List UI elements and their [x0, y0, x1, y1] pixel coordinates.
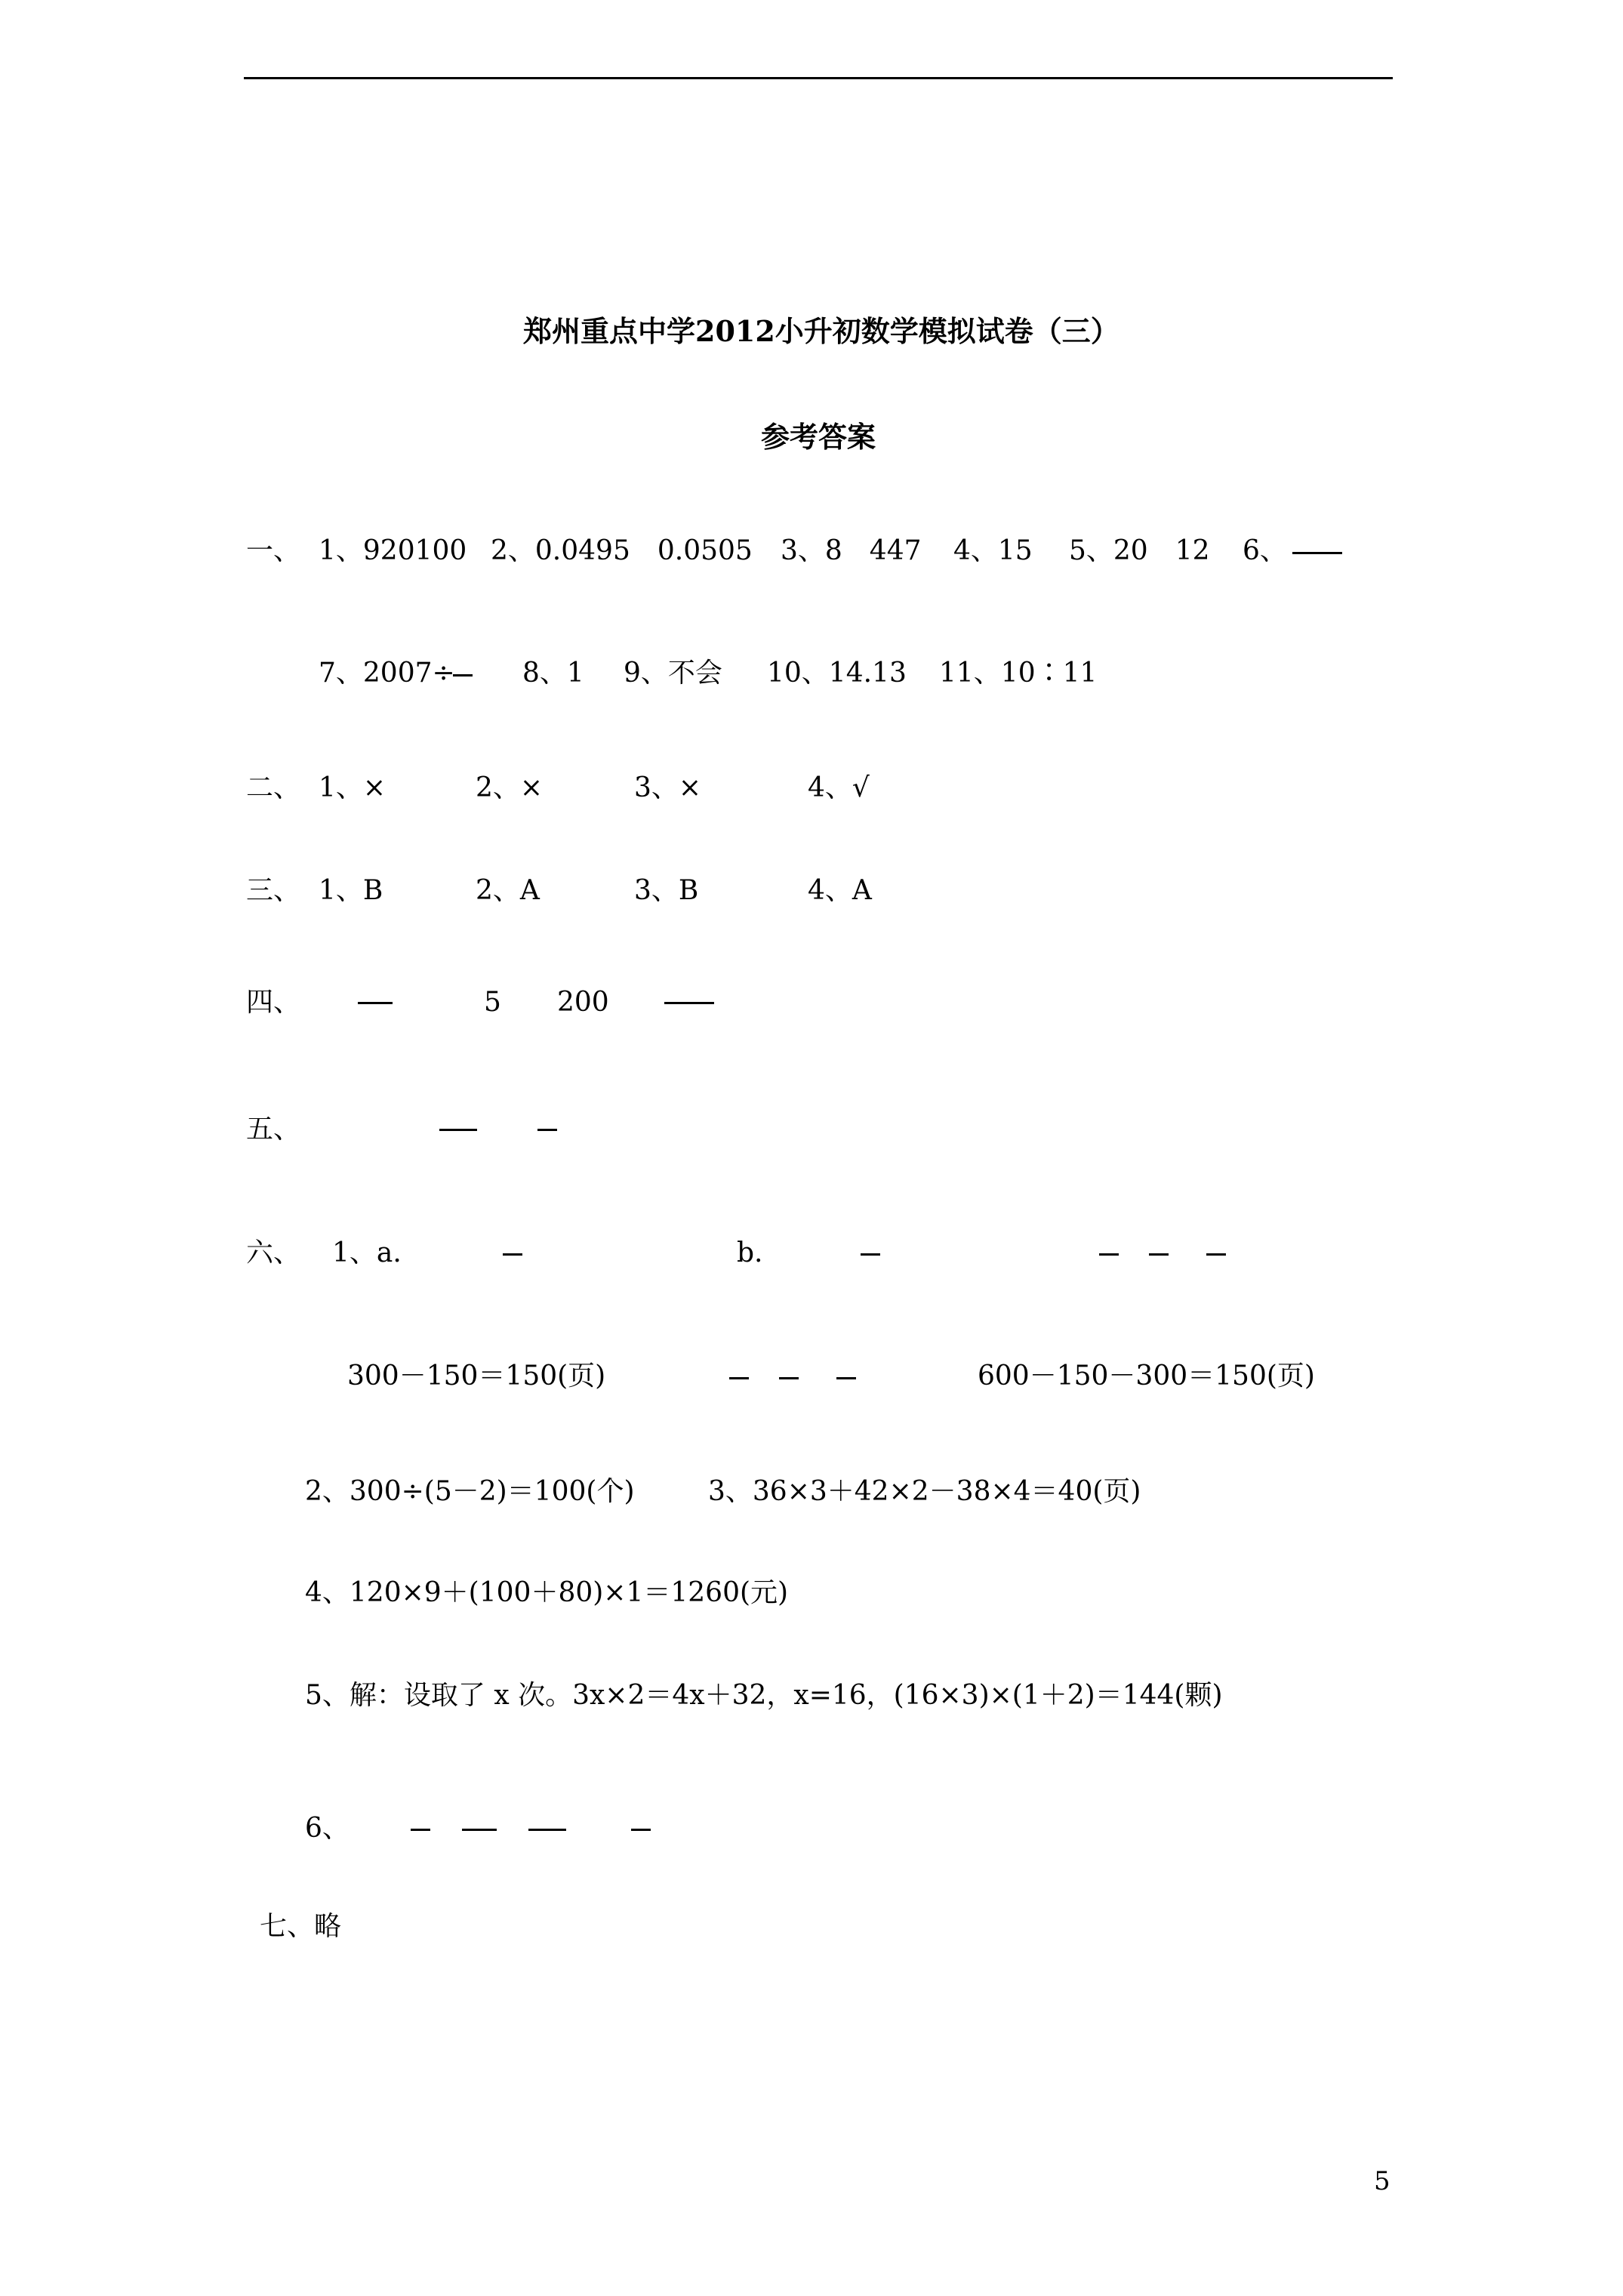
section-1-answer-4: 4、15 [953, 535, 1033, 566]
fraction-bar [439, 1129, 477, 1131]
section-2-answer-4: 4、√ [808, 772, 870, 803]
fraction-bar [462, 1829, 497, 1831]
fraction-bar [779, 1377, 799, 1379]
section-1-label: 一、 [246, 535, 301, 566]
fraction-bar [537, 1129, 557, 1131]
section-1-answer-9: 9、不会 [624, 658, 722, 689]
fraction-bar [836, 1377, 856, 1379]
section-6-answer-3: 3、36×3＋42×2－38×4＝40(页) [708, 1476, 1141, 1507]
section-3-answer-3: 3、B [634, 875, 699, 906]
fraction-bar [528, 1829, 566, 1831]
fraction-bar [411, 1829, 430, 1831]
section-6-answer-1a: 1、a. [332, 1237, 402, 1268]
section-1-answer-5: 5、20 12 [1069, 535, 1210, 566]
fraction-bar [1206, 1253, 1226, 1256]
section-6-calc-1: 300－150＝150(页) [347, 1361, 606, 1391]
fraction-bar [729, 1377, 749, 1379]
fraction-bar [1149, 1253, 1169, 1256]
section-3-label: 三、 [246, 875, 301, 906]
section-1-answer-10: 10、14.13 [767, 658, 907, 689]
section-1-answer-8: 8、1 [522, 658, 584, 689]
section-6-label: 六、 [246, 1237, 301, 1268]
fraction-bar [861, 1253, 880, 1256]
section-6-answer-4: 4、120×9＋(100＋80)×1＝1260(元) [305, 1577, 789, 1608]
section-6-answer-5: 5、解：设取了 x 次。3x×2＝4x＋32，x=16，(16×3)×(1＋2)＝144(颗) [305, 1680, 1223, 1711]
section-2-answer-2: 2、× [476, 772, 544, 803]
fraction-bar [1292, 552, 1342, 554]
section-2-answer-1: 1、× [319, 772, 387, 803]
section-2-label: 二、 [246, 772, 301, 803]
section-5-label: 五、 [246, 1114, 301, 1145]
header-rule [244, 77, 1393, 79]
fraction-bar [453, 674, 473, 676]
section-3-answer-2: 2、A [476, 875, 540, 906]
section-4-label: 四、 [246, 987, 301, 1018]
section-6-calc-2: 600－150－300＝150(页) [978, 1361, 1315, 1391]
section-7-answer: 七、略 [260, 1911, 342, 1942]
fraction-bar [358, 1002, 393, 1004]
section-4-value-1: 5 [484, 987, 501, 1018]
fraction-bar [664, 1002, 714, 1004]
section-4-value-2: 200 [557, 987, 609, 1018]
section-2-answer-3: 3、× [634, 772, 702, 803]
section-6-answer-2: 2、300÷(5－2)＝100(个) [305, 1476, 635, 1507]
section-1-answer-11: 11、10∶11 [939, 658, 1098, 689]
page-subtitle: 参考答案 [761, 420, 876, 454]
fraction-bar [631, 1829, 651, 1831]
page-title: 郑州重点中学2012小升初数学模拟试卷（三） [523, 314, 1119, 348]
section-6-answer-6: 6、 [305, 1813, 350, 1844]
section-1-answer-7: 7、2007÷ [319, 658, 455, 689]
fraction-bar [1099, 1253, 1119, 1256]
fraction-bar [503, 1253, 522, 1256]
page-number: 5 [1374, 2166, 1390, 2196]
section-3-answer-1: 1、B [319, 875, 383, 906]
section-1-answer-2: 2、0.0495 0.0505 [491, 535, 753, 566]
section-6-answer-1b: b. [737, 1237, 763, 1268]
section-1-answer-6: 6、 [1243, 535, 1287, 566]
section-3-answer-4: 4、A [808, 875, 872, 906]
section-1-answer-1: 1、920100 [319, 535, 467, 566]
section-1-answer-3: 3、8 447 [781, 535, 922, 566]
